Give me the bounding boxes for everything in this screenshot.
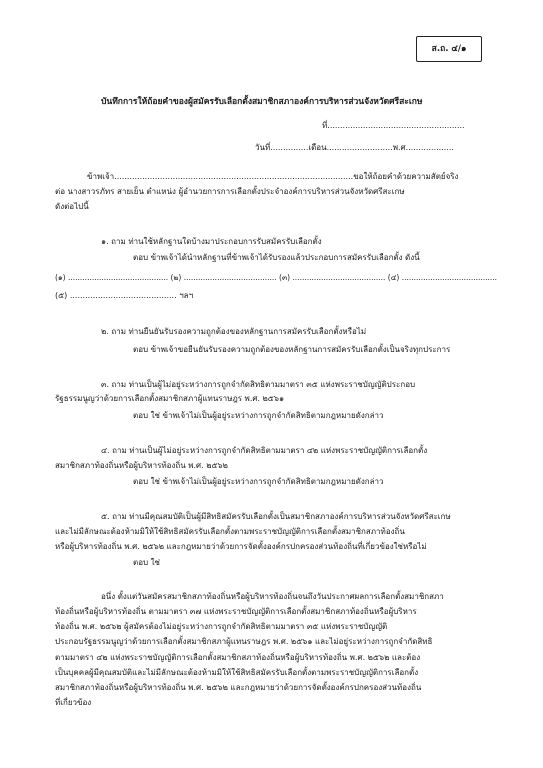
question-1: ๑. ถาม ท่านใช้หลักฐานใดบ้างมาประกอบการรับสมัครรับเลือกตั้ง (101, 237, 322, 246)
document-title: บันทึกการให้ถ้อยคำของผู้สมัครรับเลือกตั้งสมาชิกสภาองค์การบริหารส่วนจังหวัดศรีสะเกษ (101, 97, 423, 107)
answer-2: ตอบ ข้าพเจ้าขอยืนยันรับรองความถูกต้องของหลักฐานการสมัครรับเลือกตั้งเป็นจริงทุกประการ (133, 345, 451, 354)
question-2: ๒. ถาม ท่านยืนยันรับรองความถูกต้องของหลักฐานการสมัครรับเลือกตั้งหรือไม่ (101, 327, 367, 336)
place-line: ที่...................................................... (322, 121, 465, 130)
answer-3: ตอบ ใช่ ข้าพเจ้าไม่เป็นผู้อยู่ระหว่างการถูกจำกัดสิทธิตามกฎหมายดังกล่าว (133, 411, 384, 420)
question-5-line-1: ๕. ถาม ท่านมีคุณสมบัติเป็นผู้มีสิทธิสมัครรับเลือกตั้งเป็นสมาชิกสภาองค์การบริหารส่วนจังหวัดศรีสะเกษ (101, 512, 451, 521)
answer-1: ตอบ ข้าพเจ้าได้นำหลักฐานที่ข้าพเจ้าได้รับรองแล้วประกอบการสมัครรับเลือกตั้ง ดังนี้ (133, 253, 420, 262)
closing-line-4: ประกอบรัฐธรรมนูญว่าด้วยการเลือกตั้งสมาชิกสภาผู้แทนราษฎร พ.ศ. ๒๕๖๑ และไม่อยู่ระหว่างการถูกจำกัดสิทธิ (55, 637, 433, 646)
question-3-line-2: รัฐธรรมนูญว่าด้วยการเลือกตั้งสมาชิกสภาผู้แทนราษฎร พ.ศ. ๒๕๖๑ (55, 394, 285, 403)
question-4-line-1: ๔. ถาม ท่านเป็นผู้ไม่อยู่ระหว่างการถูกจำกัดสิทธิตามมาตรา ๔๒ แห่งพระราชบัญญัติการเลือกตั้ง (101, 446, 428, 455)
closing-line-3: ท้องถิ่น พ.ศ. ๒๕๖๒ ผู้สมัครต้องไม่อยู่ระหว่างการถูกจำกัดสิทธิตามมาตรา ๓๕ แห่งพระราชบัญญัติ (55, 622, 388, 631)
intro-line-1: ข้าพเจ้า..............................................................................................ขอให้ถ้อยคำด้วยความสัตย์จริง (87, 172, 459, 181)
evidence-items-row-2: (๕) .......................................... ฯลฯ (55, 291, 194, 300)
intro-line-3: ดังต่อไปนี้ (55, 202, 89, 211)
question-4-line-2: สมาชิกสภาท้องถิ่นหรือผู้บริหารท้องถิ่น พ.ศ. ๒๕๖๒ (55, 461, 228, 470)
answer-5: ตอบ ใช่ (133, 558, 160, 567)
answer-4: ตอบ ใช่ ข้าพเจ้าไม่เป็นผู้อยู่ระหว่างการถูกจำกัดสิทธิตามกฎหมายดังกล่าว (133, 477, 384, 486)
closing-line-6: เป็นบุคคลผู้มีคุณสมบัติและไม่มีลักษณะต้องห้ามมิให้ใช้สิทธิสมัครรับเลือกตั้งตามพระราชบัญญัติการเลือกตั้ง (55, 668, 419, 677)
question-3-line-1: ๓. ถาม ท่านเป็นผู้ไม่อยู่ระหว่างการถูกจำกัดสิทธิตามมาตรา ๓๕ แห่งพระราชบัญญัติประกอบ (101, 380, 416, 389)
question-5-line-2: และไม่มีลักษณะต้องห้ามมิให้ใช้สิทธิสมัครรับเลือกตั้งตามพระราชบัญญัติการเลือกตั้งสมาชิกสภาท้องถิ่น (55, 527, 405, 536)
closing-line-2: ท้องถิ่นหรือผู้บริหารท้องถิ่น ตามมาตรา ๓๗ แห่งพระราชบัญญัติการเลือกตั้งสมาชิกสภาท้องถิ่นหรือผู้บริหาร (55, 607, 417, 616)
evidence-items-row-1: (๑) .......................................... (๒) ....................................... (๓) ....................................... (๔) ........................................ (55, 273, 498, 282)
closing-line-5: ตามมาตรา ๔๒ แห่งพระราชบัญญัติการเลือกตั้งสมาชิกสภาท้องถิ่นหรือผู้บริหารท้องถิ่น พ.ศ. ๒๕๖๒ และต้อง (55, 653, 421, 662)
date-line: วันที่...............เดือน..........................พ.ศ................... (255, 143, 454, 152)
closing-line-8: ที่เกี่ยวข้อง (55, 698, 92, 707)
closing-line-1: อนึ่ง ตั้งแต่วันสมัครสมาชิกสภาท้องถิ่นหรือผู้บริหารท้องถิ่นจนถึงวันประกาศผลการเลือกตั้งสมาชิกสภา (101, 592, 444, 601)
closing-line-7: สมาชิกสภาท้องถิ่นหรือผู้บริหารท้องถิ่น พ.ศ. ๒๕๖๒ และกฎหมายว่าด้วยการจัดตั้งองค์กรปกครองส่วนท้องถิ่น (55, 683, 422, 692)
question-5-line-3: หรือผู้บริหารท้องถิ่น พ.ศ. ๒๕๖๒ และกฎหมายว่าด้วยการจัดตั้งองค์กรปกครองส่วนท้องถิ่นที่เกี่ยวข้องใช่หรือไม่ (55, 542, 427, 551)
intro-line-2: ต่อ นางสาวรภัทร สายเย็น ตำแหน่ง ผู้อำนวยการการเลือกตั้งประจำองค์การบริหารส่วนจังหวัดศรีสะเกษ (55, 187, 405, 196)
form-code-box: ส.ถ. ๔/๑ (416, 36, 482, 62)
